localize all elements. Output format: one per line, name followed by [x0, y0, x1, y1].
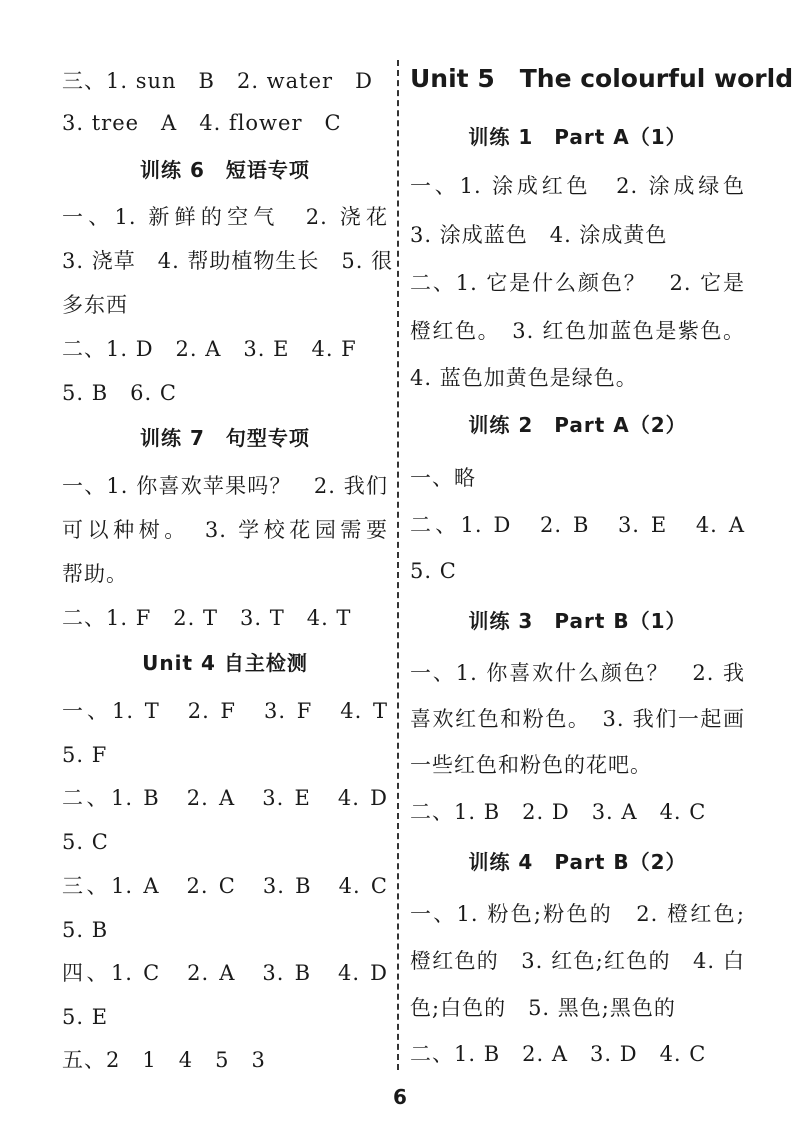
section-heading: 训练 6 短语专项 — [140, 158, 310, 182]
answer-line: 二、1. B 2. A 3. D 4. C — [410, 1042, 707, 1066]
answer-line: 橙红色。 3. 红色加蓝色是紫色。 — [410, 319, 745, 343]
section-heading: Unit 4 自主检测 — [142, 651, 308, 675]
section-heading: 训练 7 句型专项 — [140, 426, 310, 450]
answer-line: 帮助。 — [62, 562, 128, 586]
answer-line: 四、1. C 2. A 3. B 4. D — [62, 961, 388, 985]
answer-line: 二、1. F 2. T 3. T 4. T — [62, 606, 352, 630]
section-heading: 训练 4 Part B（2） — [468, 850, 687, 874]
answer-line: 二、1. D 2. B 3. E 4. A — [410, 513, 745, 537]
section-heading: 训练 2 Part A（2） — [468, 413, 687, 437]
answer-line: 一、1. T 2. F 3. F 4. T — [62, 699, 388, 723]
section-heading: 训练 1 Part A（1） — [468, 125, 687, 149]
section-heading: 训练 3 Part B（1） — [468, 609, 687, 633]
answer-line: 二、1. D 2. A 3. E 4. F — [62, 337, 357, 361]
column-divider — [397, 60, 399, 1070]
answer-line: 5. F — [62, 743, 108, 767]
unit-title: Unit 5 The colourful world — [410, 64, 794, 93]
answer-line: 一些红色和粉色的花吧。 — [410, 753, 652, 777]
answer-line: 二、1. B 2. A 3. E 4. D — [62, 786, 388, 810]
answer-line: 二、1. B 2. D 3. A 4. C — [410, 800, 707, 824]
answer-line: 二、1. 它是什么颜色？ 2. 它是 — [410, 271, 745, 295]
answer-line: 多东西 — [62, 293, 128, 317]
answer-line: 三、1. A 2. C 3. B 4. C — [62, 874, 388, 898]
answer-line: 一、略 — [410, 466, 476, 490]
answer-line: 5. C — [410, 559, 457, 583]
answer-line: 5. E — [62, 1005, 109, 1029]
answer-line: 3. tree A 4. flower C — [62, 111, 342, 135]
answer-line: 4. 蓝色加黄色是绿色。 — [410, 366, 638, 390]
answer-line: 一、1. 涂成红色 2. 涂成绿色 — [410, 174, 745, 198]
answer-line: 一、1. 你喜欢什么颜色？ 2. 我 — [410, 661, 745, 685]
answer-line: 5. B — [62, 918, 109, 942]
answer-line: 3. 涂成蓝色 4. 涂成黄色 — [410, 223, 668, 247]
answer-line: 喜欢红色和粉色。 3. 我们一起画 — [410, 707, 745, 731]
answer-line: 5. C — [62, 830, 109, 854]
answer-line: 3. 浇草 4. 帮助植物生长 5. 很 — [62, 249, 394, 273]
answer-line: 五、2 1 4 5 3 — [62, 1048, 266, 1072]
answer-line: 色;白色的 5. 黑色;黑色的 — [410, 996, 676, 1020]
answer-line: 5. B 6. C — [62, 381, 177, 405]
answer-line: 三、1. sun B 2. water D — [62, 69, 373, 93]
page-number: 6 — [393, 1085, 407, 1109]
answer-line: 橙红色的 3. 红色;红色的 4. 白 — [410, 949, 745, 973]
answer-line: 一、1. 粉色;粉色的 2. 橙红色; — [410, 902, 745, 926]
answer-line: 一、1. 你喜欢苹果吗？ 2. 我们 — [62, 474, 388, 498]
answer-line: 可以种树。 3. 学校花园需要 — [62, 518, 388, 542]
answer-line: 一、1. 新鲜的空气 2. 浇花 — [62, 205, 388, 229]
